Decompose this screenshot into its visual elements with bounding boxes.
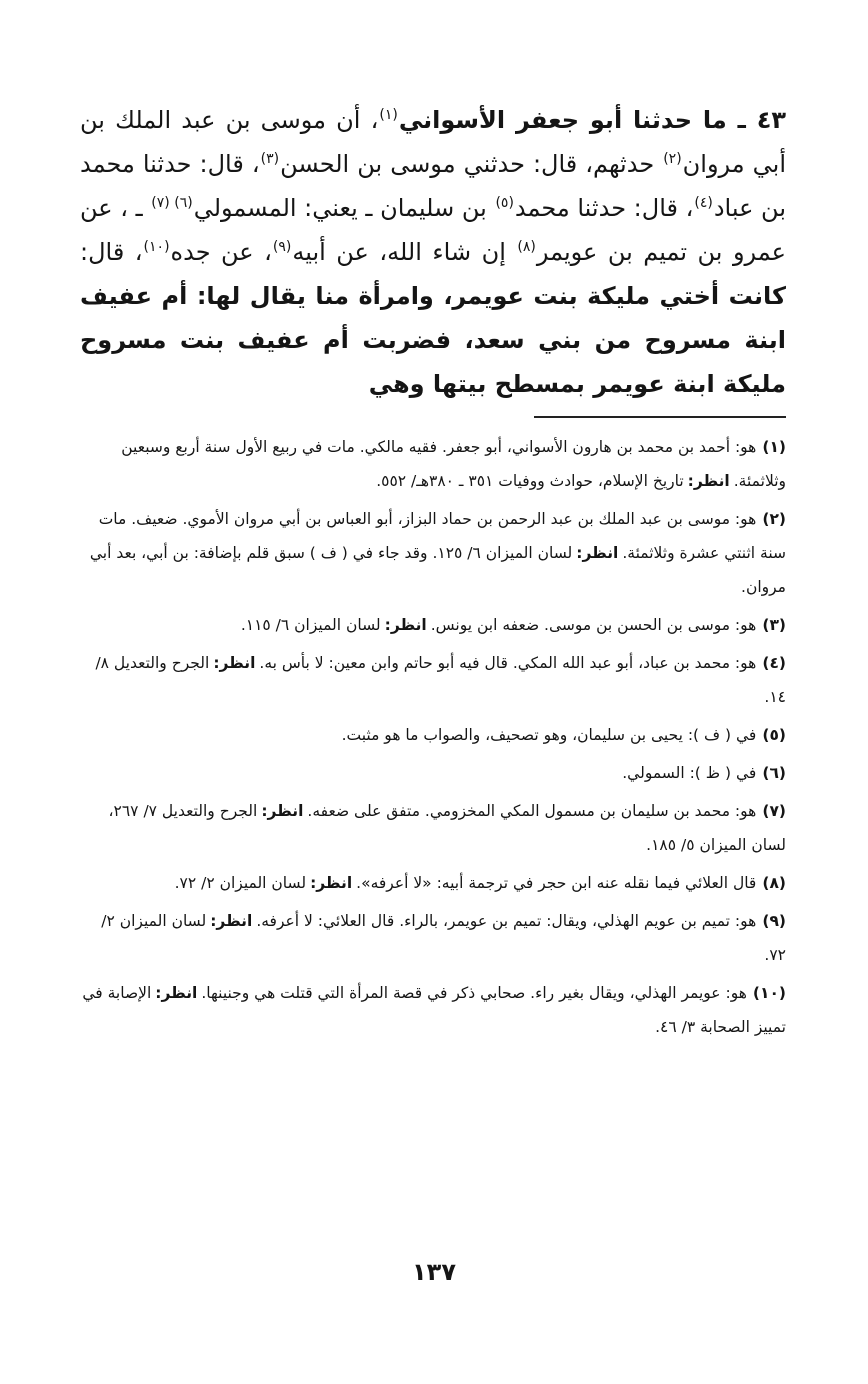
footnote — [80, 976, 786, 1044]
hadith-opening: ٤٣ ـ ما حدثنا أبو جعفر الأسواني — [398, 106, 786, 134]
footnote — [80, 794, 786, 862]
footnote-see-label: انظر: — [384, 616, 427, 634]
footnotes — [80, 430, 786, 1044]
footnote-ref: (٩) — [272, 239, 292, 255]
footnote-text: هو: عويمر الهذلي، ويقال بغير راء. صحابي ذكر في قصة المرأة التي قتلت هي وجنينها. — [201, 984, 747, 1002]
footnote-ref: (٥) — [495, 195, 514, 211]
footnote-number: (٣) — [762, 616, 786, 634]
footnote-number: (٩) — [762, 912, 786, 930]
footnote-number: (١) — [762, 438, 786, 456]
footnote-see-label: انظر: — [210, 912, 253, 930]
footnote-number: (٦) — [762, 764, 786, 782]
footnote — [80, 430, 786, 498]
footnote-reference: تاريخ الإسلام، حوادث ووفيات ٣٥١ ـ ٣٨٠هـ/ ٥٥٢. — [376, 472, 684, 490]
hadith-matn-bold: كانت أختي مليكة بنت عويمر، وامرأة منا يقال لها: أم عفيف ابنة مسروح من بني سعد، فضربت أم عفيف بنت مسروح مليكة ابنة عويمر بمسطح بيتها وهي — [80, 282, 786, 398]
page-number: ١٣٧ — [412, 1258, 456, 1286]
footnote-text: قال العلائي فيما نقله عنه ابن حجر في ترجمة أبيه: «لا أعرفه». — [356, 874, 757, 892]
footnote — [80, 646, 786, 714]
footnote-ref: (٣) — [260, 151, 280, 167]
footnote-text: هو: محمد بن عباد، أبو عبد الله المكي. قال فيه أبو حاتم وابن معين: لا بأس به. — [259, 654, 757, 672]
footnote-text: هو: محمد بن سليمان بن مسمول المكي المخزومي. متفق على ضعفه. — [307, 802, 757, 820]
main-text — [80, 98, 786, 406]
footnote — [80, 756, 786, 790]
footnote-reference: الجرح والتعديل ٧/ ٢٦٧، لسان الميزان ٥/ ١٨٥. — [108, 802, 786, 854]
footnote-number: (٨) — [762, 874, 786, 892]
footnote-number: (١٠) — [752, 984, 786, 1002]
footnote-divider — [534, 416, 786, 418]
footnote-ref: (٤) — [694, 195, 713, 211]
footnote-reference: لسان الميزان ٢/ ٧٢. — [101, 912, 786, 964]
footnote-see-label: انظر: — [310, 874, 353, 892]
main-text-segment: بن سليمان ـ يعني: المسمولي — [193, 194, 495, 222]
footnote — [80, 608, 786, 642]
footnote-reference: لسان الميزان ٦/ ١١٥. — [240, 616, 381, 634]
footnote-see-label: انظر: — [576, 544, 619, 562]
footnote-text: هو: موسى بن الحسن بن موسى. ضعفه ابن يونس. — [430, 616, 757, 634]
footnote-number: (٤) — [762, 654, 786, 672]
footnote-reference: الجرح والتعديل ٨/ ١٤. — [95, 654, 786, 706]
main-text-segment: حدثهم، قال: حدثني موسى بن الحسن — [280, 150, 663, 178]
main-text-segment: ، أن موسى بن عبد الملك بن أبي مروان — [80, 106, 787, 178]
footnote-see-label: انظر: — [213, 654, 256, 672]
footnote-reference: الإصابة في تمييز الصحابة ٣/ ٤٦. — [82, 984, 786, 1036]
footnote-ref: (٢) — [663, 151, 682, 167]
footnote — [80, 718, 786, 752]
footnote-text: في ( ظ ): السمولي. — [622, 764, 757, 782]
footnote-text: هو: أحمد بن محمد بن هارون الأسواني، أبو جعفر. فقيه مالكي. مات في ربيع الأول سنة أربع وسبعين وثلاثمئة. — [121, 438, 786, 490]
footnote-number: (٢) — [762, 510, 786, 528]
footnote-see-label: انظر: — [261, 802, 304, 820]
footnote-see-label: انظر: — [687, 472, 730, 490]
main-text-segment: ، قال: حدثنا محمد — [514, 194, 694, 222]
main-text-segment: ، قال: — [80, 238, 143, 266]
footnote-number: (٧) — [762, 802, 786, 820]
main-text-segment: ، قال: حدثنا محمد بن عباد — [80, 150, 786, 222]
main-text-segment: ، عن جده — [170, 238, 272, 266]
footnote-text: في ( ف ): يحيى بن سليمان، وهو تصحيف، والصواب ما هو مثبت. — [341, 726, 757, 744]
footnote-text: هو: تميم بن عويم الهذلي، ويقال: تميم بن عويمر، بالراء. قال العلائي: لا أعرفه. — [256, 912, 757, 930]
main-text-segment: إن شاء الله، عن أبيه — [292, 238, 517, 266]
footnote-see-label: انظر: — [155, 984, 198, 1002]
footnote-number: (٥) — [762, 726, 786, 744]
footnote — [80, 866, 786, 900]
footnote-ref: (٦) (٧) — [151, 195, 193, 211]
footnote-ref: (٨) — [517, 239, 536, 255]
footnote-reference: لسان الميزان ٦/ ١٢٥. وقد جاء في ( ف ) سبق قلم بإضافة: بن أبي، بعد أبي مروان. — [89, 544, 786, 596]
footnote-text: هو: موسى بن عبد الملك بن عبد الرحمن بن حماد البزاز، أبو العباس بن أبي مروان الأموي. ضعيف. مات سنة اثنتي عشرة وثلاثمئة. — [98, 510, 786, 562]
footnote-ref: (١) — [379, 107, 398, 123]
footnote — [80, 904, 786, 972]
footnote-reference: لسان الميزان ٢/ ٧٢. — [174, 874, 307, 892]
footnote-ref: (١٠) — [143, 239, 170, 255]
main-text-segment: ـ ، عن عمرو بن تميم بن عويمر — [80, 194, 786, 266]
footnote — [80, 502, 786, 604]
